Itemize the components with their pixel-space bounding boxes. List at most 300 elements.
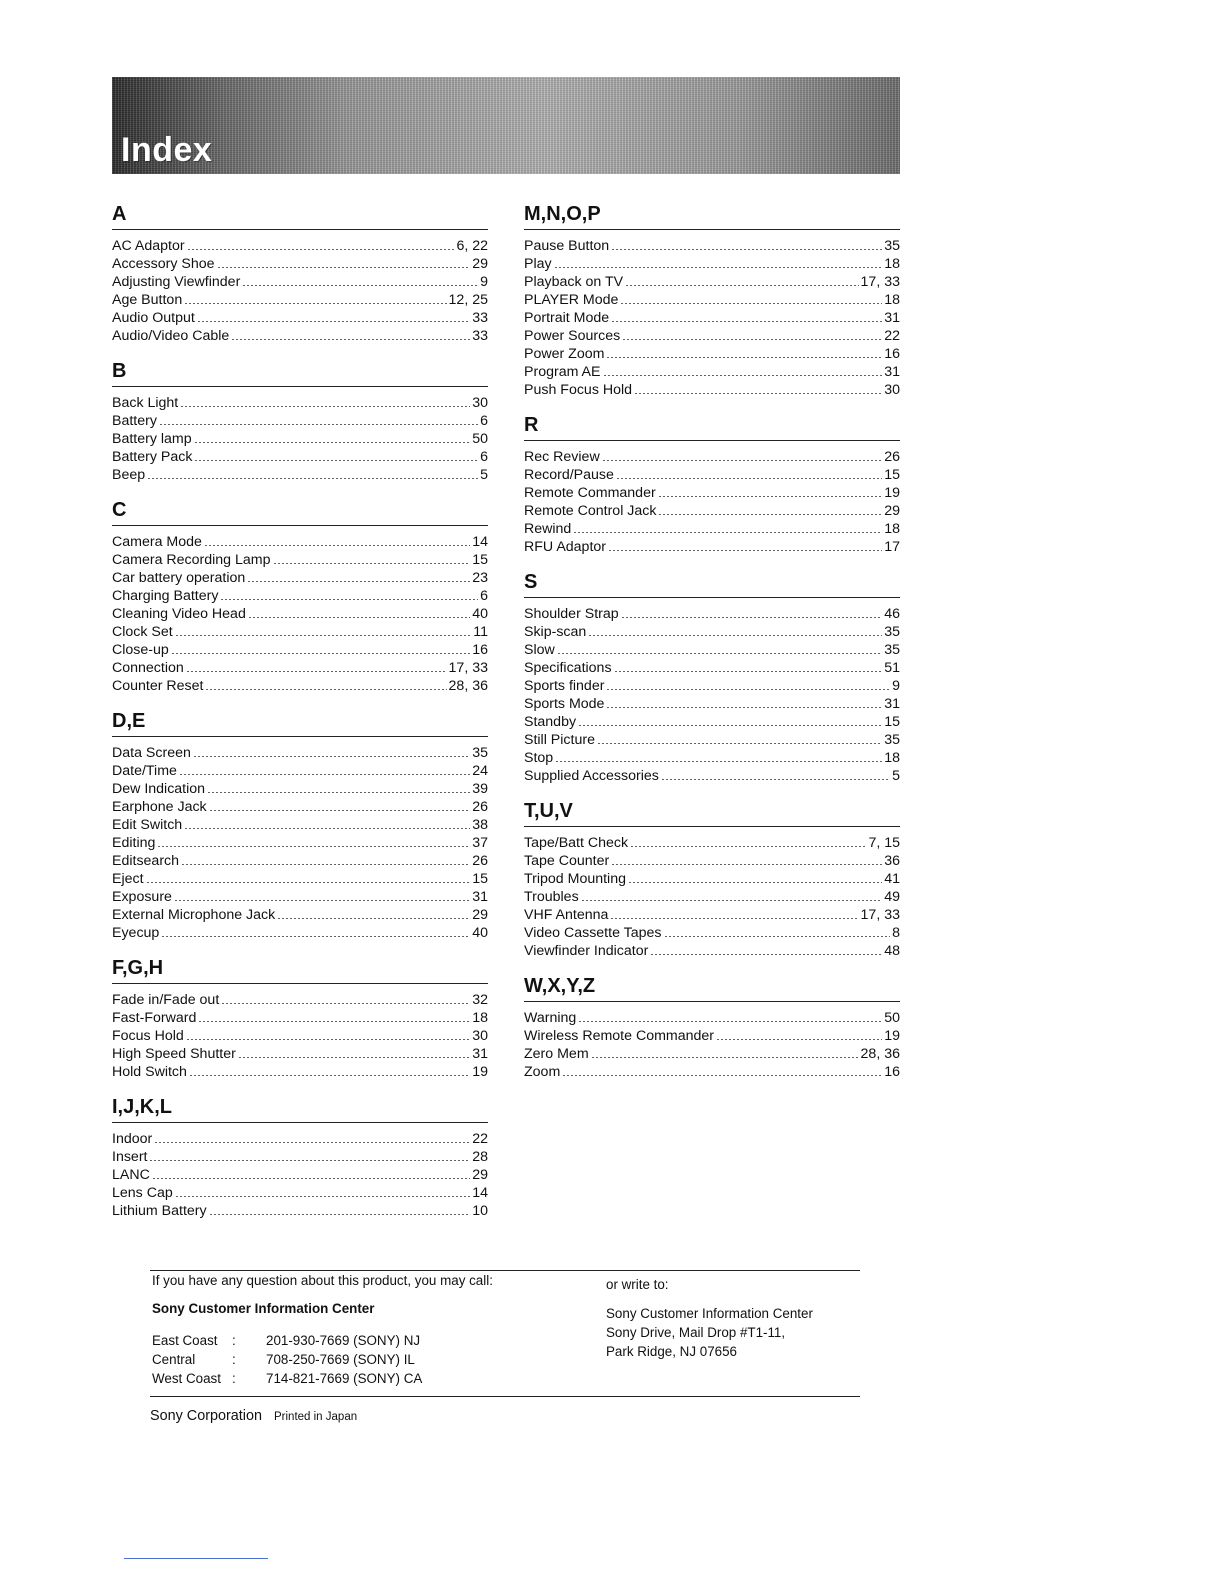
contact-separator: : [232,1371,236,1386]
entry-page: 26 [472,799,488,815]
dot-leader [602,460,883,461]
dot-leader [658,514,882,515]
entry-term: Supplied Accessories [524,768,659,784]
index-entry [112,1202,488,1220]
dot-leader [625,285,858,286]
entry-page: 28, 36 [860,1046,900,1062]
dot-leader [181,864,470,865]
entry-term: Lithium Battery [112,1203,207,1219]
entry-term: Battery [112,413,157,429]
index-section [112,954,488,1081]
entry-term: Insert [112,1149,148,1165]
dot-leader [152,1178,470,1179]
index-entry [112,924,488,942]
entry-term: Car battery operation [112,570,246,586]
entry-term: Age Button [112,292,183,308]
section-letter: S [524,571,538,593]
entry-term: Indoor [112,1131,153,1147]
section-letter: A [112,203,127,225]
index-entry [524,309,900,327]
index-entry [112,677,488,695]
entry-term: Date/Time [112,763,177,779]
entry-page: 49 [884,889,900,905]
section-letter: D,E [112,710,146,732]
dot-leader [621,617,883,618]
dot-leader [578,725,882,726]
index-entry [112,870,488,888]
entry-page: 17 [884,539,900,555]
index-entry [524,713,900,731]
index-entry [524,1027,900,1045]
index-entry [524,466,900,484]
entry-term: Charging Battery [112,588,219,604]
section-rule [112,1122,488,1123]
entry-term: Portrait Mode [524,310,610,326]
entry-page: 50 [884,1010,900,1026]
dot-leader [603,375,883,376]
dot-leader [611,249,882,250]
dot-leader [186,1039,470,1040]
dot-leader [581,900,883,901]
entry-page: 35 [884,642,900,658]
index-entry [524,942,900,960]
index-entry [112,533,488,551]
entry-page: 12, 25 [448,292,488,308]
index-section [524,568,900,785]
entry-page: 30 [884,382,900,398]
entry-page: 29 [884,503,900,519]
dot-leader [217,267,471,268]
dot-leader [620,303,882,304]
entry-term: Audio/Video Cable [112,328,230,344]
section-letter: C [112,499,127,521]
entry-term: Tape/Batt Check [524,835,629,851]
entry-page: 16 [472,642,488,658]
dot-leader [180,406,470,407]
dot-leader [597,743,882,744]
entry-term: Back Light [112,395,179,411]
dot-leader [716,1039,882,1040]
entry-page: 19 [884,485,900,501]
entry-page: 36 [884,853,900,869]
dot-leader [159,424,478,425]
entry-page: 46 [884,606,900,622]
dot-leader [204,545,470,546]
entry-term: Camera Mode [112,534,202,550]
entry-term: Camera Recording Lamp [112,552,271,568]
contact-list [152,1331,592,1388]
entry-page: 15 [884,714,900,730]
entry-page: 6 [480,588,488,604]
index-entry [112,744,488,762]
index-entry [112,551,488,569]
index-entry [112,623,488,641]
dot-leader [650,954,882,955]
section-letter: F,G,H [112,957,164,979]
index-entry [112,255,488,273]
index-entry [112,237,488,255]
entry-term: Accessory Shoe [112,256,215,272]
index-entry [112,816,488,834]
entry-term: Edit Switch [112,817,183,833]
footer-top-rule [150,1270,860,1271]
index-entry [524,237,900,255]
index-entry [524,605,900,623]
section-letter: B [112,360,127,382]
entry-page: 38 [472,817,488,833]
index-entry [112,659,488,677]
entry-page: 29 [472,1167,488,1183]
footer-bottom-rule [150,1396,860,1397]
dot-leader [184,303,446,304]
section-rule [524,1001,900,1002]
entry-page: 23 [472,570,488,586]
address-block [606,1304,866,1361]
entry-page: 24 [472,763,488,779]
dot-leader [634,393,882,394]
dot-leader [171,653,470,654]
entry-page: 18 [884,256,900,272]
section-rule [524,440,900,441]
dot-leader [277,918,470,919]
entry-term: Hold Switch [112,1064,187,1080]
index-entry [112,888,488,906]
dot-leader [573,532,882,533]
entry-term: Clock Set [112,624,173,640]
dot-leader [209,1214,471,1215]
entry-page: 39 [472,781,488,797]
index-entry [524,906,900,924]
entry-page: 35 [472,745,488,761]
address-line: Park Ridge, NJ 07656 [606,1344,738,1359]
dot-leader [630,846,866,847]
index-section [112,200,488,345]
entry-page: 18 [884,750,900,766]
entry-term: Battery Pack [112,449,193,465]
entry-page: 26 [472,853,488,869]
dot-leader [248,617,470,618]
index-entry [524,888,900,906]
dot-leader [209,810,471,811]
dot-leader [186,671,447,672]
entry-term: Lens Cap [112,1185,173,1201]
dot-leader [611,864,882,865]
dot-leader [147,478,478,479]
section-rule [524,229,900,230]
index-entry [112,587,488,605]
entry-page: 29 [472,256,488,272]
page-edge-line [124,1558,268,1559]
index-entry [524,345,900,363]
entry-page: 40 [472,606,488,622]
entry-term: Troubles [524,889,579,905]
entry-term: Cleaning Video Head [112,606,246,622]
dot-leader [149,1160,470,1161]
entry-page: 41 [884,871,900,887]
footer-contact-phone [152,1272,592,1388]
entry-page: 18 [472,1010,488,1026]
index-entry [112,1166,488,1184]
entry-term: Push Focus Hold [524,382,633,398]
index-entry [524,641,900,659]
contact-separator: : [232,1352,236,1367]
section-letter: I,J,K,L [112,1096,173,1118]
index-entry [112,852,488,870]
dot-leader [221,1003,470,1004]
dot-leader [175,1196,470,1197]
entry-page: 37 [472,835,488,851]
entry-page: 31 [472,889,488,905]
index-entry [112,1184,488,1202]
entry-page: 15 [472,552,488,568]
address-line: Sony Drive, Mail Drop #T1-11, [606,1325,786,1340]
entry-page: 14 [472,534,488,550]
contact-region: Central [152,1352,196,1367]
index-banner [112,77,900,174]
entry-term: Shoulder Strap [524,606,619,622]
entry-page: 40 [472,925,488,941]
entry-term: Power Zoom [524,346,605,362]
index-section [524,200,900,399]
section-rule [524,826,900,827]
index-entry [524,538,900,556]
entry-page: 18 [884,292,900,308]
dot-leader [238,1057,470,1058]
entry-page: 31 [884,364,900,380]
entry-term: VHF Antenna [524,907,609,923]
entry-term: Focus Hold [112,1028,184,1044]
entry-page: 15 [472,871,488,887]
dot-leader [146,882,471,883]
dot-leader [247,581,470,582]
dot-leader [616,478,882,479]
entry-page: 50 [472,431,488,447]
address-line: Sony Customer Information Center [606,1306,813,1321]
entry-page: 31 [884,310,900,326]
index-section [112,496,488,695]
entry-term: Video Cassette Tapes [524,925,662,941]
footer-write-label: or write to: [606,1277,669,1292]
dot-leader [242,285,478,286]
index-section [524,797,900,960]
dot-leader [161,936,470,937]
dot-leader [606,689,890,690]
index-entry [112,412,488,430]
index-entry [112,430,488,448]
dot-leader [187,249,455,250]
entry-page: 6 [480,413,488,429]
dot-leader [562,1075,882,1076]
index-section [112,1093,488,1220]
entry-page: 51 [884,660,900,676]
section-rule [112,229,488,230]
entry-term: Editsearch [112,853,180,869]
entry-page: 18 [884,521,900,537]
dot-leader [661,779,890,780]
entry-term: Play [524,256,552,272]
entry-term: External Microphone Jack [112,907,276,923]
entry-page: 17, 33 [448,660,488,676]
entry-term: AC Adaptor [112,238,185,254]
entry-page: 17, 33 [860,274,900,290]
entry-page: 19 [884,1028,900,1044]
section-rule [112,983,488,984]
entry-page: 33 [472,328,488,344]
contact-row [152,1331,592,1350]
entry-page: 28, 36 [448,678,488,694]
dot-leader [664,936,891,937]
entry-page: 35 [884,624,900,640]
index-entry [524,852,900,870]
index-entry [524,1063,900,1081]
index-entry [112,780,488,798]
index-entry [112,327,488,345]
entry-term: Playback on TV [524,274,624,290]
entry-page: 48 [884,943,900,959]
index-section [524,972,900,1081]
contact-row [152,1350,592,1369]
index-entry [524,363,900,381]
entry-term: Remote Control Jack [524,503,657,519]
contact-phone: 714-821-7669 (SONY) CA [266,1371,423,1386]
index-entry [112,1045,488,1063]
entry-term: Fast-Forward [112,1010,197,1026]
index-entry [112,394,488,412]
dot-leader [207,792,470,793]
index-entry [112,798,488,816]
entry-term: Standby [524,714,577,730]
index-entry [112,1009,488,1027]
dot-leader [591,1057,859,1058]
section-rule [524,597,900,598]
entry-page: 6, 22 [456,238,488,254]
entry-term: Beep [112,467,146,483]
entry-page: 7, 15 [868,835,900,851]
entry-term: Fade in/Fade out [112,992,220,1008]
index-entry [524,767,900,785]
dot-leader [205,689,446,690]
entry-term: Adjusting Viewfinder [112,274,241,290]
index-entry [524,870,900,888]
entry-page: 29 [472,907,488,923]
dot-leader [273,563,471,564]
entry-page: 9 [480,274,488,290]
entry-page: 10 [472,1203,488,1219]
entry-term: Earphone Jack [112,799,207,815]
dot-leader [154,1142,470,1143]
index-entry [112,641,488,659]
dot-leader [628,882,882,883]
dot-leader [608,550,882,551]
dot-leader [157,846,470,847]
index-entry [524,695,900,713]
entry-term: Slow [524,642,555,658]
entry-page: 19 [472,1064,488,1080]
dot-leader [606,707,882,708]
index-entry [112,834,488,852]
index-entry [524,1009,900,1027]
printed-in-label: Printed in Japan [274,1411,358,1423]
index-entry [524,255,900,273]
entry-term: RFU Adaptor [524,539,607,555]
entry-term: Skip-scan [524,624,587,640]
entry-term: Rec Review [524,449,600,465]
section-letter: T,U,V [524,800,573,822]
index-section [112,707,488,942]
dot-leader [611,321,882,322]
contact-region: West Coast [152,1371,221,1386]
entry-term: Wireless Remote Commander [524,1028,715,1044]
entry-term: Data Screen [112,745,191,761]
index-entry [112,273,488,291]
entry-page: 17, 33 [860,907,900,923]
index-entry [524,749,900,767]
entry-term: Sports finder [524,678,605,694]
dot-leader [588,635,882,636]
index-entry [112,1130,488,1148]
dot-leader [194,460,478,461]
corporation-line [150,1408,357,1424]
entry-page: 28 [472,1149,488,1165]
entry-term: LANC [112,1167,150,1183]
dot-leader [189,1075,470,1076]
footer-question: If you have any question about this product, you may call: [152,1273,493,1288]
index-entry [524,677,900,695]
entry-term: Dew Indication [112,781,206,797]
index-section [524,411,900,556]
entry-term: Zero Mem [524,1046,589,1062]
index-entry [112,1027,488,1045]
entry-page: 32 [472,992,488,1008]
entry-term: Connection [112,660,184,676]
entry-page: 22 [884,328,900,344]
index-entry [524,1045,900,1063]
entry-page: 22 [472,1131,488,1147]
entry-page: 31 [472,1046,488,1062]
contact-separator: : [232,1333,236,1348]
entry-page: 14 [472,1185,488,1201]
index-entry [112,906,488,924]
dot-leader [194,442,471,443]
entry-page: 30 [472,395,488,411]
index-entry [524,623,900,641]
dot-leader [179,774,470,775]
corporation-name: Sony Corporation [150,1408,262,1424]
dot-leader [174,900,470,901]
entry-page: 16 [884,346,900,362]
dot-leader [555,761,882,762]
index-entry [524,291,900,309]
entry-term: PLAYER Mode [524,292,619,308]
index-entry [524,484,900,502]
footer-contact-address [606,1275,866,1361]
entry-term: Stop [524,750,554,766]
dot-leader [193,756,470,757]
entry-page: 6 [480,449,488,465]
entry-term: Counter Reset [112,678,204,694]
entry-term: Rewind [524,521,572,537]
entry-term: Power Sources [524,328,621,344]
entry-term: Still Picture [524,732,595,748]
entry-term: Audio Output [112,310,195,326]
contact-row [152,1369,592,1388]
index-entry [112,1063,488,1081]
dot-leader [658,496,883,497]
entry-term: Editing [112,835,156,851]
entry-page: 8 [892,925,900,941]
index-entry [112,448,488,466]
entry-term: High Speed Shutter [112,1046,236,1062]
